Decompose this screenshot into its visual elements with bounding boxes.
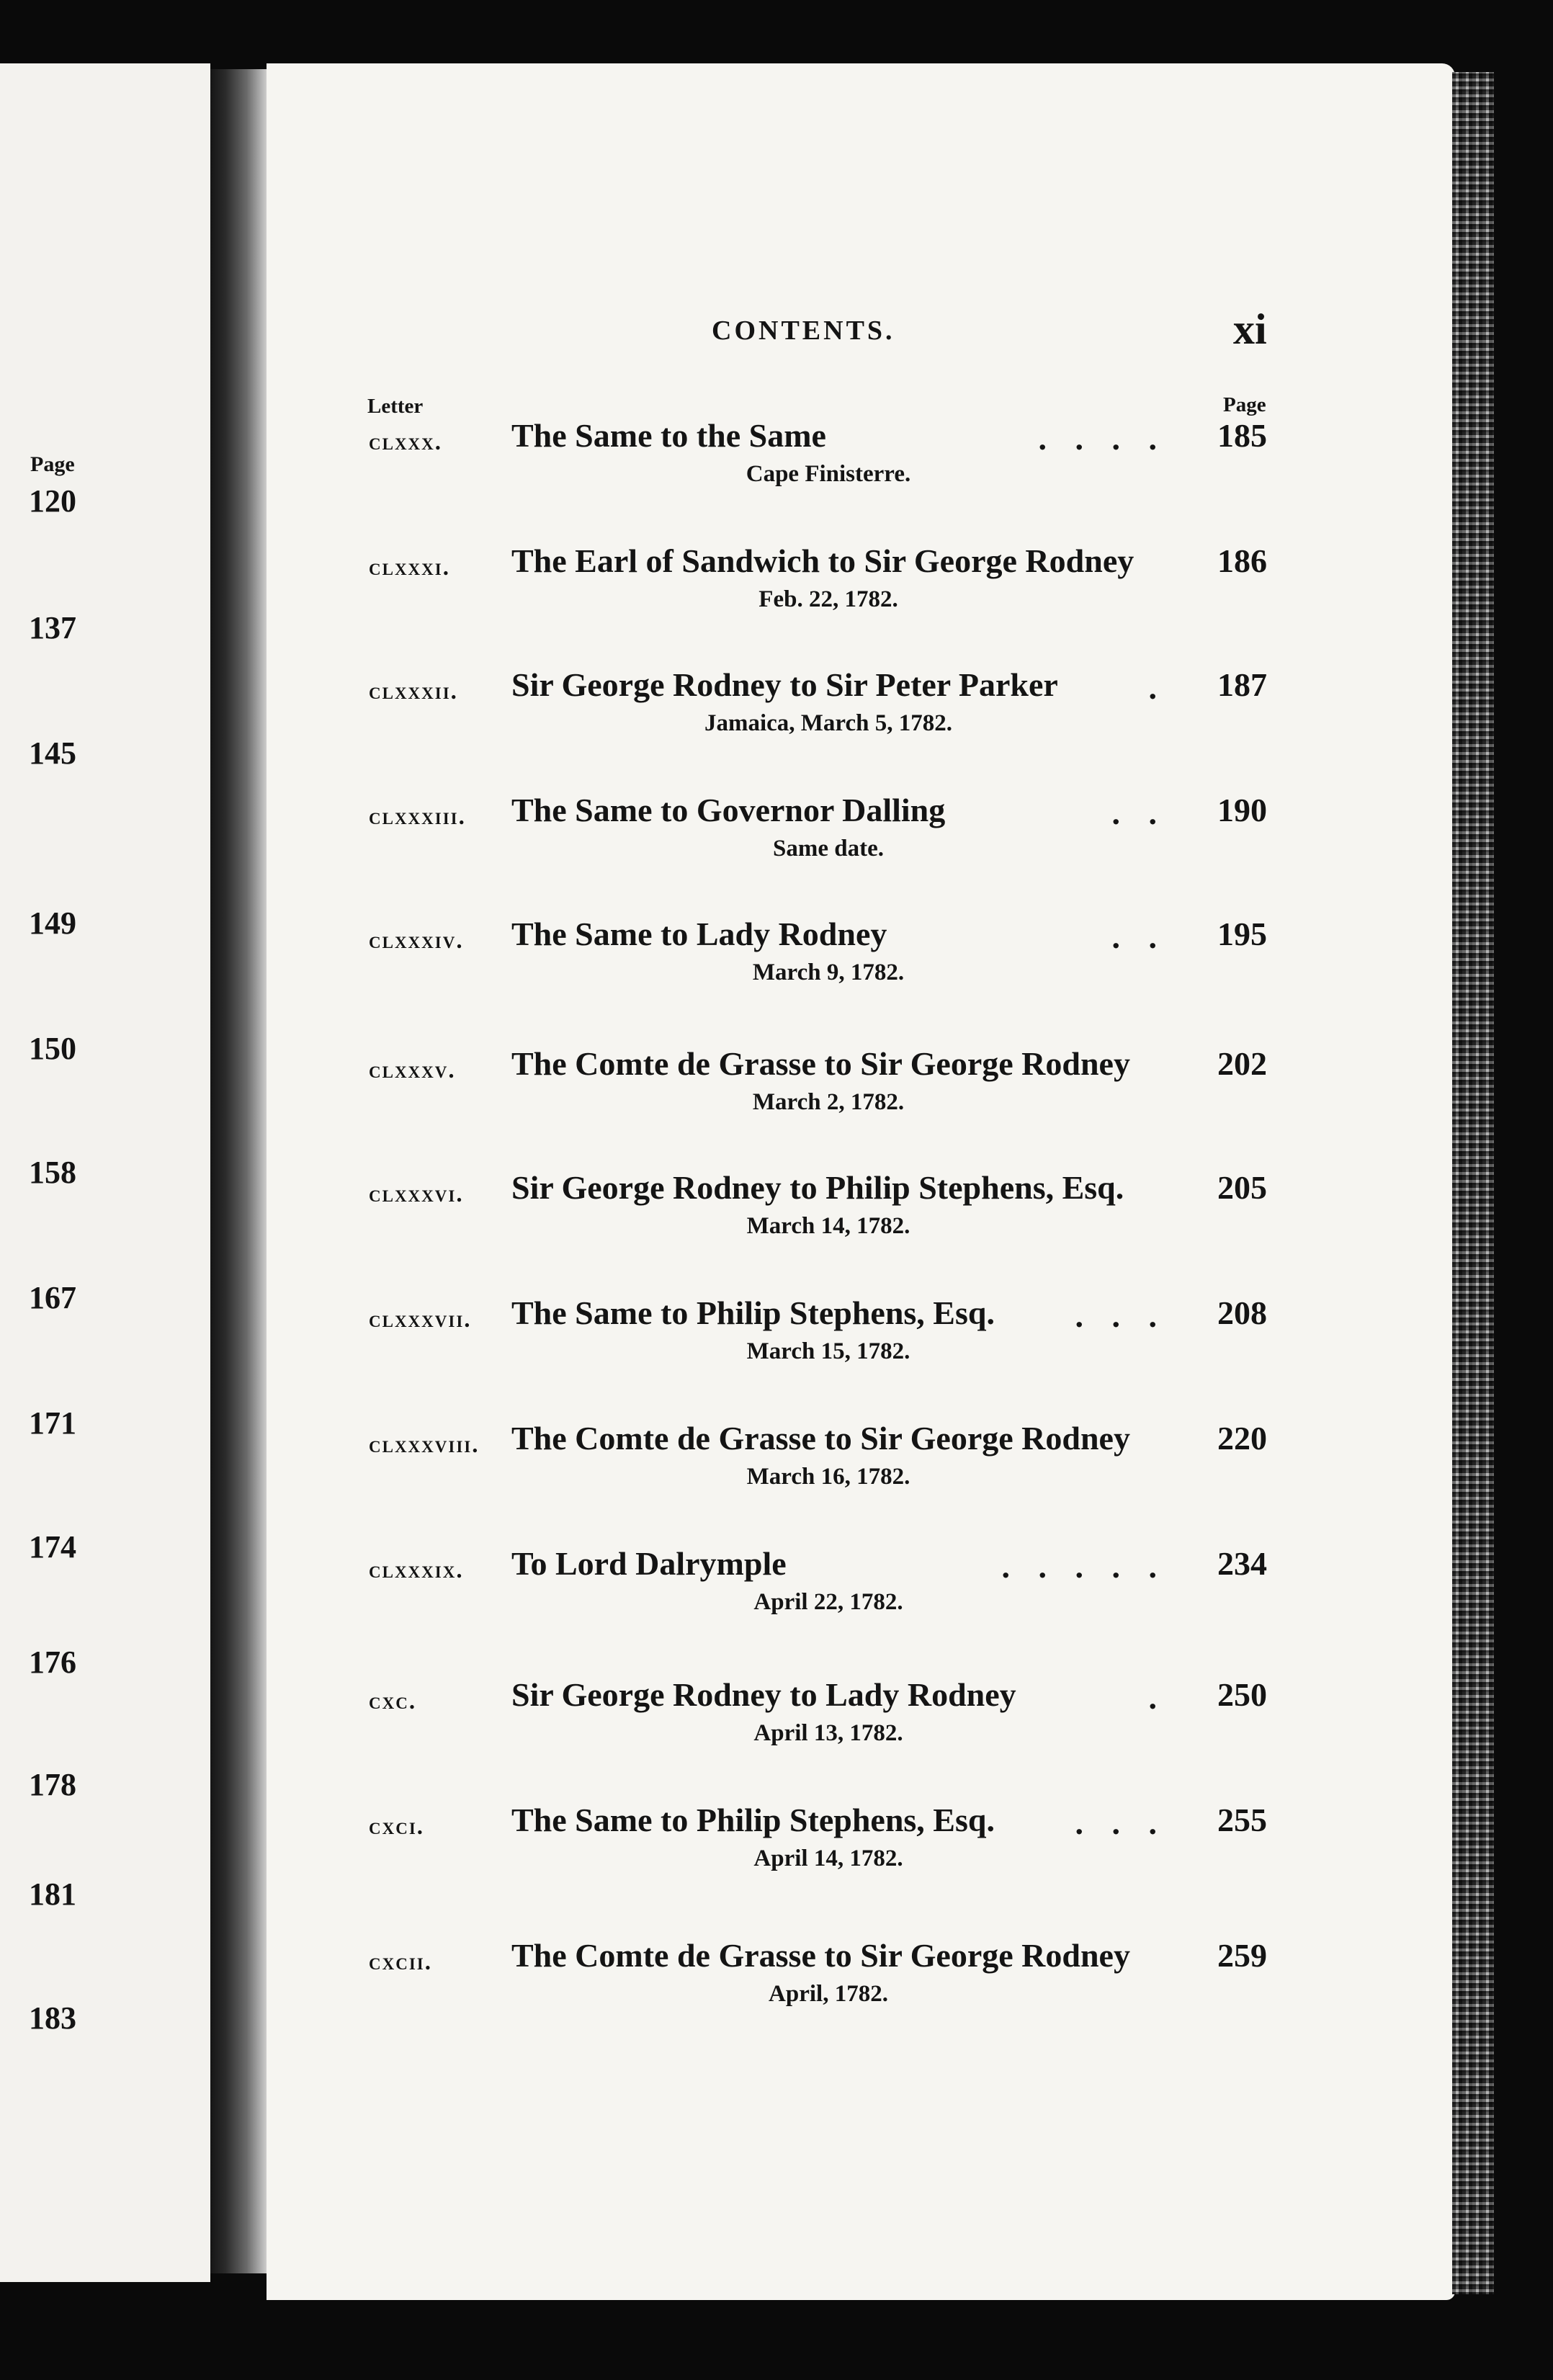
entry-page-number: 190 — [1217, 792, 1267, 828]
contents-entry — [0, 666, 1553, 752]
entry-date: March 2, 1782. — [752, 1089, 905, 1115]
entry-title: To Lord Dalrymple — [511, 1545, 787, 1582]
left-page-number: 158 — [29, 1155, 76, 1190]
entry-title: Sir George Rodney to Lady Rodney — [511, 1676, 1016, 1713]
contents-entry — [0, 1676, 1553, 1762]
entry-title: The Earl of Sandwich to Sir George Rodney — [511, 542, 1134, 579]
contents-entry — [0, 542, 1553, 628]
letter-number: clxxxviii. — [369, 1432, 480, 1458]
left-page-number: 150 — [29, 1031, 76, 1066]
entry-page-number: 205 — [1217, 1169, 1267, 1206]
entry-date: April 13, 1782. — [753, 1720, 903, 1746]
page-column-heading: Page — [1223, 393, 1266, 416]
entry-date: April, 1782. — [769, 1981, 888, 2007]
leader-dots: . — [1148, 1679, 1167, 1716]
entry-title: The Same to Philip Stephens, Esq. — [511, 1294, 995, 1331]
page-title: CONTENTS. — [712, 316, 895, 346]
entry-page-number: 234 — [1217, 1545, 1267, 1582]
entry-page-number: 186 — [1217, 542, 1267, 579]
contents-entry — [0, 1936, 1553, 2023]
letter-number: clxxxiv. — [369, 928, 464, 954]
contents-entry — [0, 1168, 1553, 1255]
entry-page-number: 250 — [1217, 1676, 1267, 1713]
entry-page-number: 202 — [1217, 1045, 1267, 1082]
entry-title: The Same to Philip Stephens, Esq. — [511, 1802, 995, 1838]
entry-title: The Same to Governor Dalling — [511, 792, 946, 828]
left-page-number: 149 — [29, 905, 76, 941]
left-page-number: 167 — [29, 1280, 76, 1315]
entry-date: Jamaica, March 5, 1782. — [704, 710, 952, 736]
entry-page-number: 255 — [1217, 1802, 1267, 1838]
entry-title: The Same to the Same — [511, 417, 826, 454]
letter-number: clxxxix. — [369, 1557, 464, 1583]
entry-date: Same date. — [773, 836, 884, 862]
entry-date: March 15, 1782. — [746, 1338, 910, 1364]
entry-date: March 14, 1782. — [746, 1213, 910, 1239]
entry-page-number: 220 — [1217, 1420, 1267, 1457]
contents-entry — [0, 1044, 1553, 1131]
entry-date: April 14, 1782. — [753, 1846, 903, 1871]
letter-number: clxxxvii. — [369, 1307, 472, 1333]
entry-date: March 16, 1782. — [746, 1464, 910, 1490]
entry-title: The Comte de Grasse to Sir George Rodney — [511, 1045, 1130, 1082]
left-page-number: 120 — [29, 483, 76, 519]
letter-number: clxxxvi. — [369, 1181, 464, 1207]
entry-date: March 9, 1782. — [752, 959, 905, 985]
left-page-number: 181 — [29, 1876, 76, 1912]
letter-number: clxxxv. — [369, 1057, 456, 1083]
entry-title: The Same to Lady Rodney — [511, 916, 887, 952]
entry-page-number: 208 — [1217, 1294, 1267, 1331]
contents-entry — [0, 915, 1553, 1001]
left-page-number: 178 — [29, 1767, 76, 1802]
contents-entry — [0, 416, 1553, 503]
letter-column-heading: Letter — [367, 395, 424, 418]
letter-number: clxxxii. — [369, 679, 458, 704]
letter-number: clxxxi. — [369, 555, 450, 581]
entry-date: April 22, 1782. — [753, 1589, 903, 1615]
leader-dots: . . — [1111, 795, 1167, 831]
contents-entry — [0, 1801, 1553, 1887]
letter-number: clxxxiii. — [369, 804, 466, 830]
contents-entry — [0, 1294, 1553, 1380]
entry-page-number: 259 — [1217, 1937, 1267, 1974]
left-page-number: 176 — [29, 1645, 76, 1680]
contents-entry — [0, 791, 1553, 877]
left-page-number: 183 — [29, 2000, 76, 2036]
letter-number: clxxx. — [369, 429, 443, 455]
entry-page-number: 187 — [1217, 666, 1267, 703]
entry-title: The Comte de Grasse to Sir George Rodney — [511, 1420, 1130, 1457]
left-page-number: 174 — [29, 1529, 76, 1565]
entry-title: The Comte de Grasse to Sir George Rodney — [511, 1937, 1130, 1974]
entry-date: Feb. 22, 1782. — [758, 586, 898, 612]
entry-title: Sir George Rodney to Philip Stephens, Esq. — [511, 1169, 1124, 1206]
entry-page-number: 185 — [1217, 417, 1267, 454]
leader-dots: . . . . . — [1001, 1548, 1167, 1585]
left-page-number: 137 — [29, 610, 76, 645]
page-number: xi — [1233, 305, 1267, 353]
left-page-column-label: Page — [30, 452, 75, 476]
leader-dots: . . — [1111, 918, 1167, 955]
entry-title: Sir George Rodney to Sir Peter Parker — [511, 666, 1058, 703]
letter-number: cxcii. — [369, 1949, 432, 1975]
left-page-number: 145 — [29, 735, 76, 771]
left-page-number: 171 — [29, 1405, 76, 1441]
entry-page-number: 195 — [1217, 916, 1267, 952]
letter-number: cxci. — [369, 1814, 425, 1840]
leader-dots: . . . . — [1038, 420, 1167, 457]
leader-dots: . — [1148, 669, 1167, 706]
leader-dots: . . . — [1075, 1297, 1167, 1334]
letter-number: cxc. — [369, 1688, 417, 1714]
contents-entry — [0, 1544, 1553, 1631]
leader-dots: . . . — [1075, 1804, 1167, 1841]
contents-entry — [0, 1419, 1553, 1506]
entry-date: Cape Finisterre. — [746, 461, 911, 487]
